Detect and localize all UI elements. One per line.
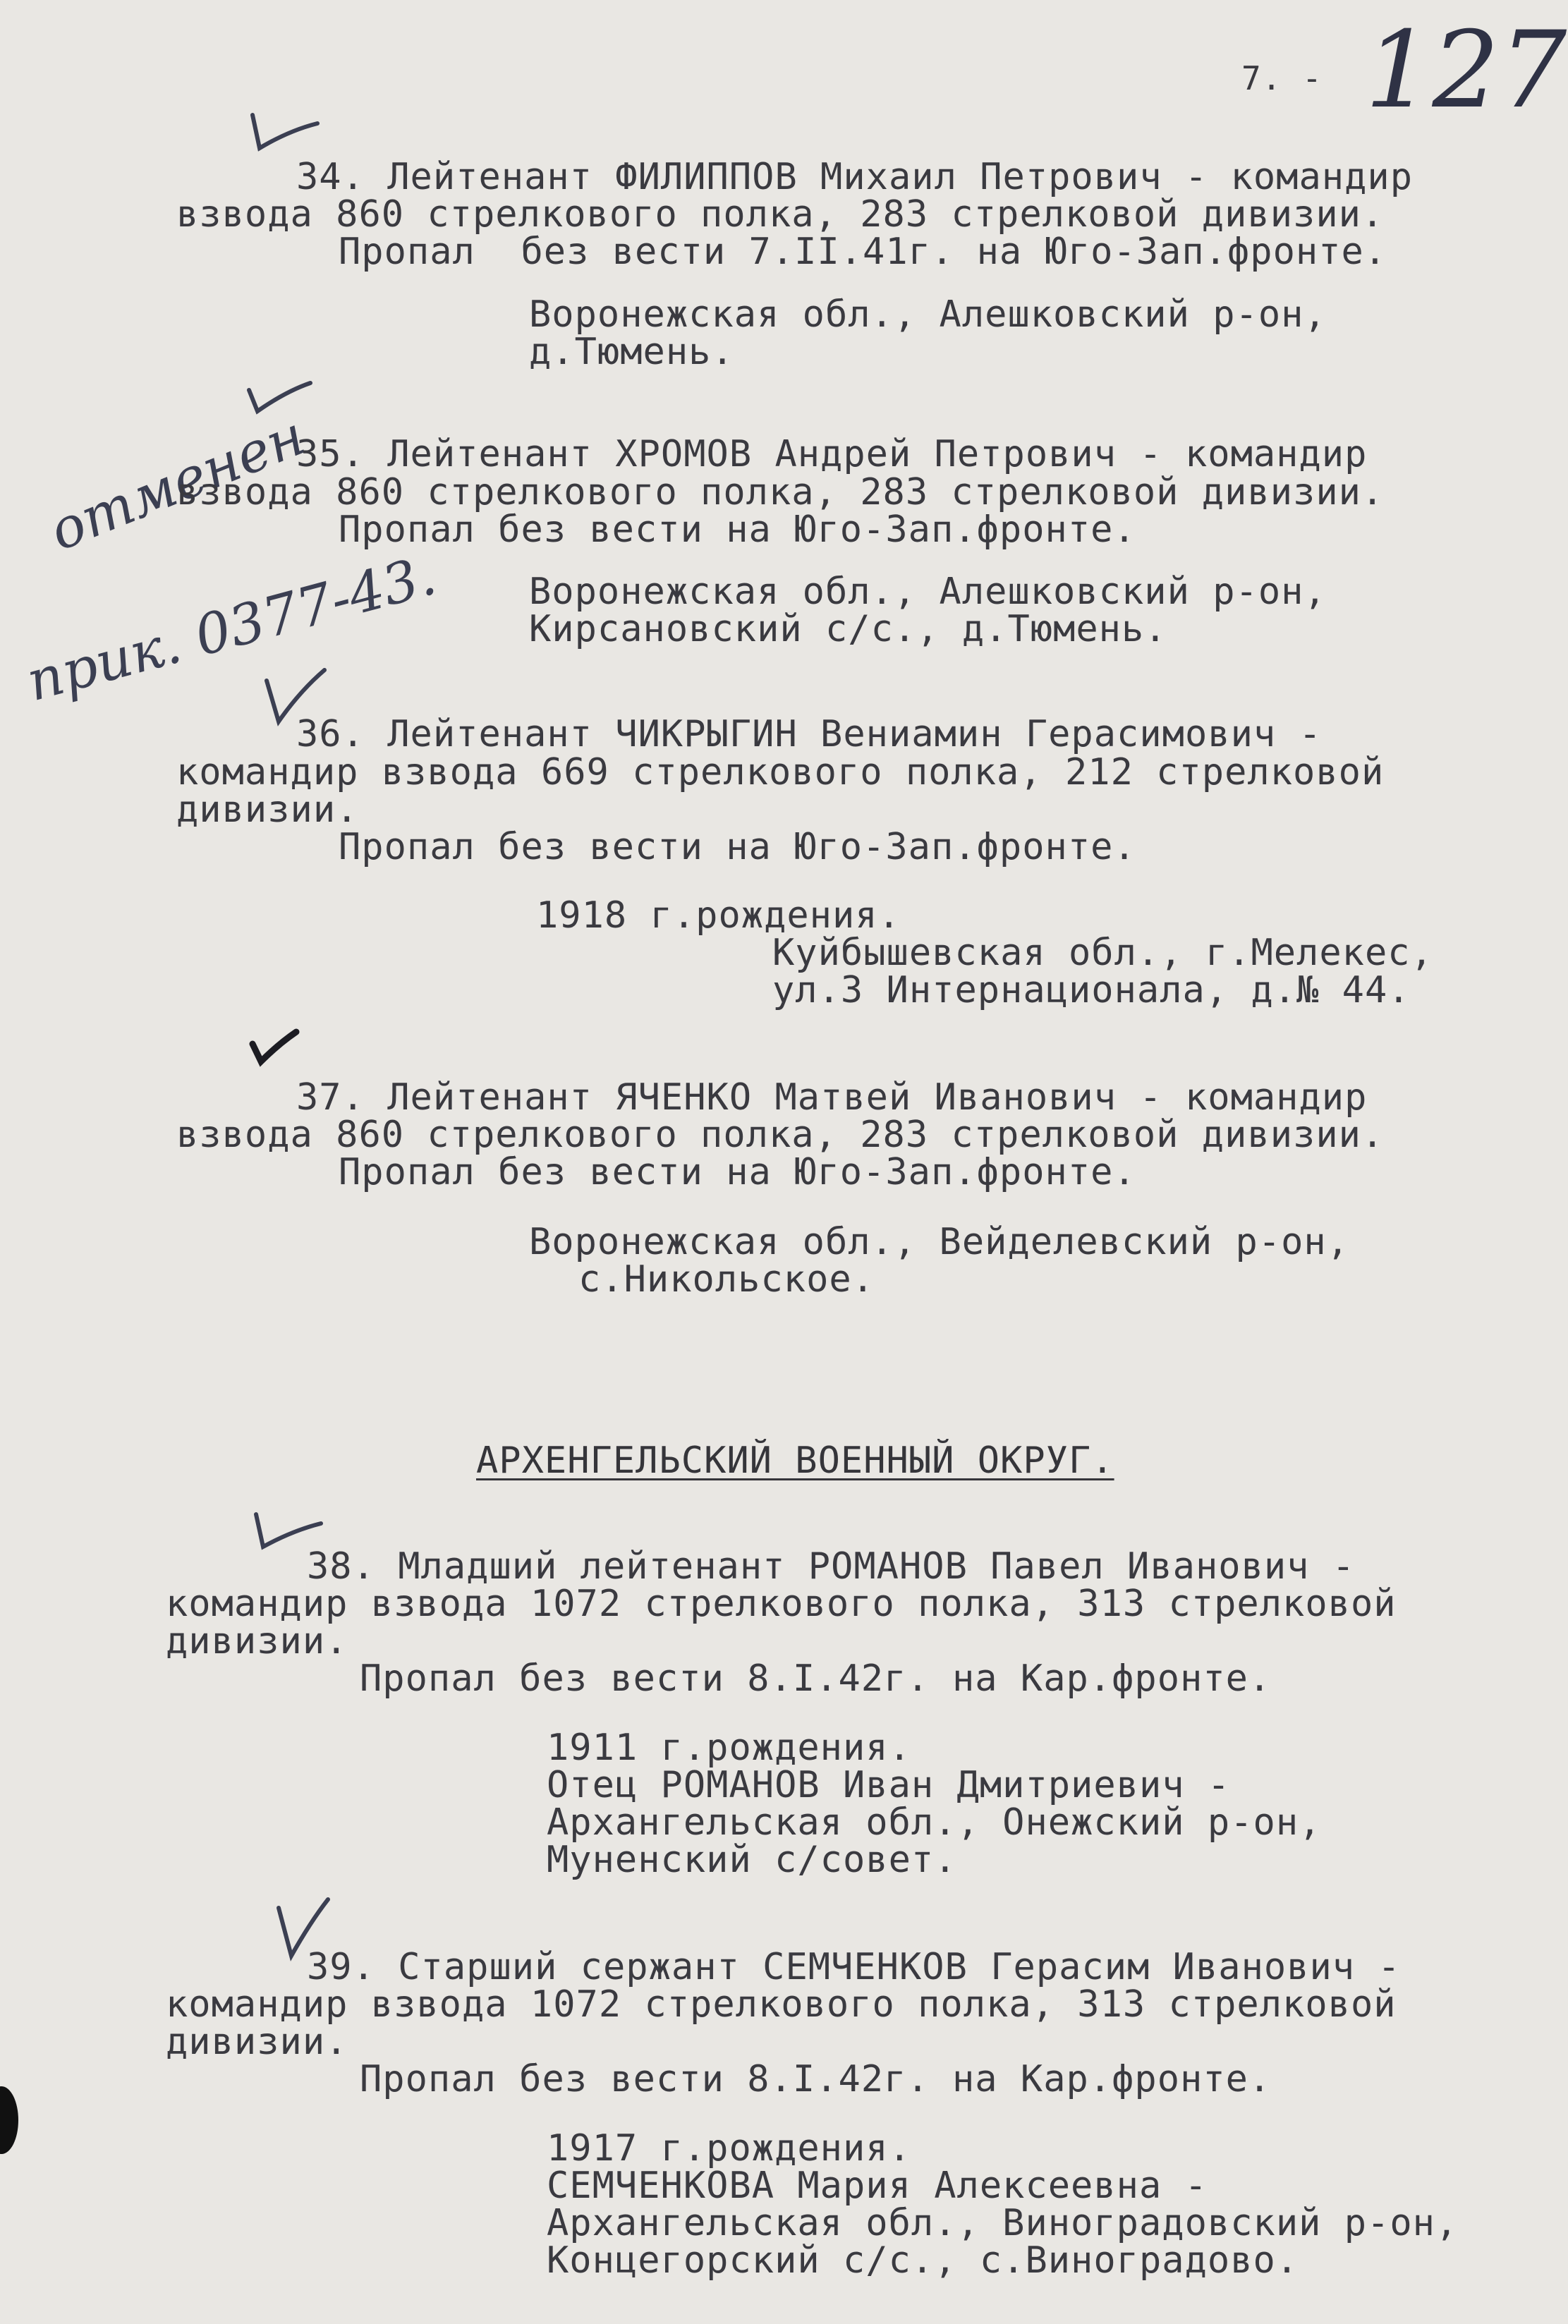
entry-37-line3: Пропал без вести на Юго-Зап.фронте. (339, 1151, 1136, 1193)
entry-39-line1: 39. Старший сержант СЕМЧЕНКОВ Герасим Иванович - (307, 1946, 1401, 1988)
typed-page-number: 7. - (1241, 59, 1323, 97)
section-heading: АРХЕНГЕЛЬСКИЙ ВОЕННЫЙ ОКРУГ. (476, 1440, 1114, 1482)
hole-punch-mark (0, 2086, 18, 2154)
entry-36-line4: Пропал без вести на Юго-Зап.фронте. (339, 826, 1136, 868)
entry-37-line1: 37. Лейтенант ЯЧЕНКО Матвей Иванович - командир (296, 1076, 1368, 1119)
entry-38-address2: Архангельская обл., Онежский р-он, (547, 1801, 1322, 1844)
entry-36-line1: 36. Лейтенант ЧИКРЫГИН Вениамин Герасимович - (296, 713, 1322, 755)
entry-39-address3: Концегорский с/с., с.Виноградово. (547, 2239, 1299, 2282)
entry-38-line4: Пропал без вести 8.I.42г. на Кар.фронте. (360, 1657, 1272, 1700)
margin-note-line1: отменен (41, 403, 314, 564)
entry-36-birth-year: 1918 г.рождения. (536, 894, 901, 937)
entry-34-line1: 34. Лейтенант ФИЛИППОВ Михаил Петрович - командир (296, 156, 1414, 198)
entry-34-address1: Воронежская обл., Алешковский р-он, (529, 293, 1327, 336)
entry-36-line3: дивизии. (176, 789, 359, 831)
entry-39-birth-year: 1917 г.рождения. (547, 2127, 911, 2170)
entry-38-birth-year: 1911 г.рождения. (547, 1727, 911, 1769)
entry-35-line2: взвода 860 стрелкового полка, 283 стрелковой дивизии. (176, 471, 1385, 513)
entry-35-line3: Пропал без вести на Юго-Зап.фронте. (339, 509, 1136, 551)
entry-38-address1: Отец РОМАНОВ Иван Дмитриевич - (547, 1764, 1231, 1806)
entry-34-line2: взвода 860 стрелкового полка, 283 стрелковой дивизии. (176, 193, 1385, 236)
entry-38-line2: командир взвода 1072 стрелкового полка, 313 стрелковой (166, 1583, 1397, 1625)
entry-39-line3: дивизии. (166, 2021, 348, 2063)
entry-37-address2: с.Никольское. (578, 1258, 875, 1301)
entry-38-line1: 38. Младший лейтенант РОМАНОВ Павел Иванович - (307, 1545, 1356, 1588)
handwritten-page-number: 127 (1365, 9, 1567, 132)
entry-39-address2: Архангельская обл., Виноградовский р-он, (547, 2202, 1459, 2244)
entry-35-address1: Воронежская обл., Алешковский р-он, (529, 571, 1327, 613)
entry-34-address2: д.Тюмень. (529, 331, 734, 373)
entry-34-line3: Пропал без вести 7.II.41г. на Юго-Зап.фронте. (339, 231, 1387, 273)
entry-39-line4: Пропал без вести 8.I.42г. на Кар.фронте. (360, 2058, 1272, 2100)
entry-38-address3: Муненский с/совет. (547, 1839, 957, 1881)
entry-38-line3: дивизии. (166, 1620, 348, 1662)
entry-36-line2: командир взвода 669 стрелкового полка, 212 стрелковой (176, 751, 1385, 793)
entry-36-address2: ул.3 Интернационала, д.№ 44. (772, 969, 1411, 1011)
entry-35-address2: Кирсановский с/с., д.Тюмень. (529, 608, 1167, 650)
entry-39-address1: СЕМЧЕНКОВА Мария Алексеевна - (547, 2165, 1208, 2207)
entry-35-line1: 35. Лейтенант ХРОМОВ Андрей Петрович - командир (296, 433, 1368, 475)
entry-39-line2: командир взвода 1072 стрелкового полка, 313 стрелковой (166, 1983, 1397, 2026)
entry-37-line2: взвода 860 стрелкового полка, 283 стрелковой дивизии. (176, 1114, 1385, 1156)
checkmark-34-icon (247, 109, 324, 159)
checkmark-37-icon (247, 1026, 303, 1069)
entry-36-address1: Куйбышевская обл., г.Мелекес, (772, 932, 1433, 974)
margin-note-line2: прик. 0377-43. (20, 544, 443, 714)
entry-37-address1: Воронежская обл., Вейделевский р-он, (529, 1221, 1350, 1263)
